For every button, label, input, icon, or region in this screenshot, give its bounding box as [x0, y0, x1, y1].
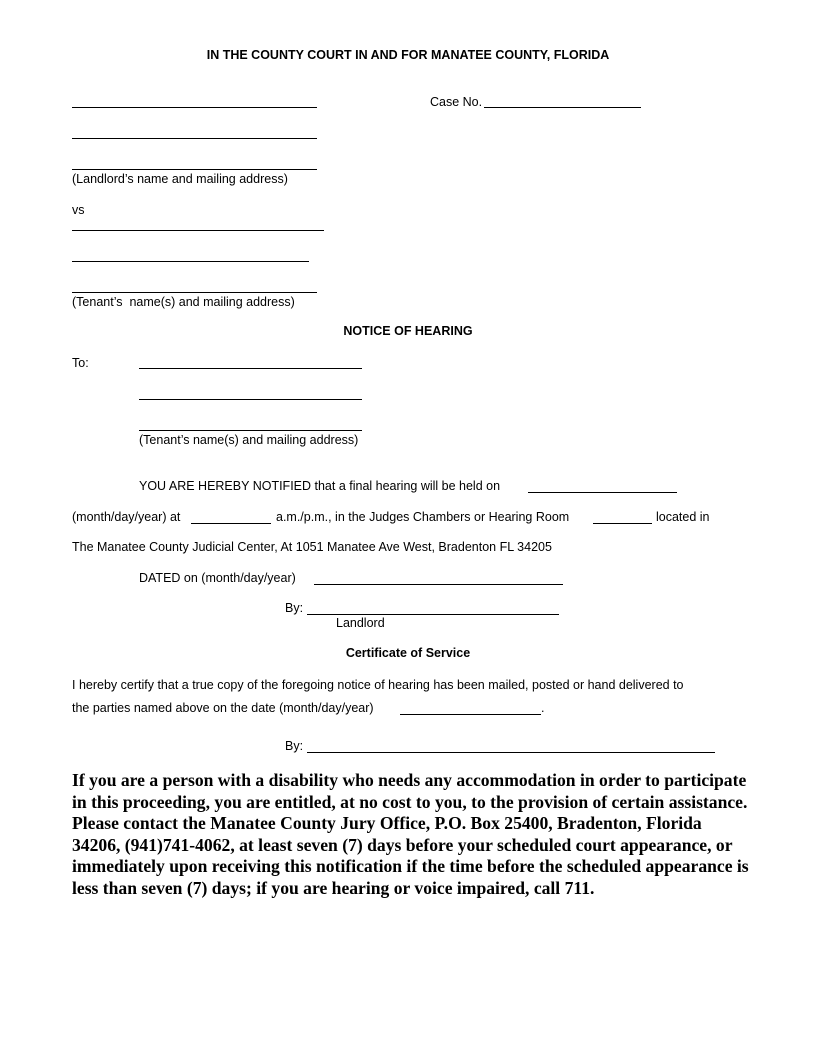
certificate-text-1: I hereby certify that a true copy of the foregoing notice of hearing has been mailed, posted or hand delivered to — [72, 678, 684, 692]
dated-label: DATED on (month/day/year) — [139, 571, 296, 585]
certificate-title: Certificate of Service — [345, 646, 471, 660]
court-heading: IN THE COUNTY COURT IN AND FOR MANATEE COUNTY, FLORIDA — [206, 48, 610, 62]
to-caption: (Tenant’s name(s) and mailing address) — [139, 433, 359, 447]
notified-text: YOU ARE HEREBY NOTIFIED that a final hearing will be held on — [139, 479, 501, 493]
vs-label: vs — [72, 203, 85, 217]
case-no-field[interactable] — [484, 107, 641, 108]
certificate-date-field[interactable] — [400, 714, 541, 715]
to-line-2[interactable] — [139, 399, 362, 400]
landlord-line-3[interactable] — [72, 169, 317, 170]
by-label-certificate: By: — [285, 739, 304, 753]
tenant-caption: (Tenant’s name(s) and mailing address) — [72, 295, 295, 309]
to-line-3[interactable] — [139, 430, 362, 431]
landlord-signature-field[interactable] — [307, 614, 559, 615]
landlord-line-2[interactable] — [72, 138, 317, 139]
case-no-label: Case No. — [430, 95, 483, 109]
certificate-text-2: the parties named above on the date (month/day/year) — [72, 701, 374, 715]
to-label: To: — [72, 356, 89, 370]
by-label: By: — [285, 601, 304, 615]
to-line-1[interactable] — [139, 368, 362, 369]
hearing-room-field[interactable] — [593, 523, 652, 524]
located-text: located in — [656, 510, 710, 524]
time-label: (month/day/year) at — [72, 510, 181, 524]
ada-notice: If you are a person with a disability who needs any accommodation in order to participate in this proceeding, you are entitled, at no cost to you, to the provision of certain assistance. Please contact the Manatee County Jury Office, P.O. Box 25400, Bradenton, Florida 34206, (941)741-4062, at least seven (7) days before your scheduled court appearance, or immediately upon receiving this notification if the time before the scheduled appearance is less than seven (7) days; if you are hearing or voice impaired, call 711. — [72, 770, 749, 898]
landlord-line-1[interactable] — [72, 107, 317, 108]
tenant-line-2[interactable] — [72, 261, 309, 262]
certificate-signature-field[interactable] — [307, 752, 715, 753]
tenant-line-1[interactable] — [72, 230, 324, 231]
hearing-date-field[interactable] — [528, 492, 677, 493]
landlord-signature-caption: Landlord — [336, 616, 385, 630]
tenant-line-3[interactable] — [72, 292, 317, 293]
notice-title: NOTICE OF HEARING — [343, 324, 473, 338]
ampm-text: a.m./p.m., in the Judges Chambers or Hearing Room — [276, 510, 570, 524]
dated-field[interactable] — [314, 584, 563, 585]
hearing-time-field[interactable] — [191, 523, 271, 524]
certificate-period: . — [541, 701, 545, 715]
landlord-caption: (Landlord’s name and mailing address) — [72, 172, 288, 186]
courthouse-address: The Manatee County Judicial Center, At 1051 Manatee Ave West, Bradenton FL 34205 — [72, 540, 552, 554]
